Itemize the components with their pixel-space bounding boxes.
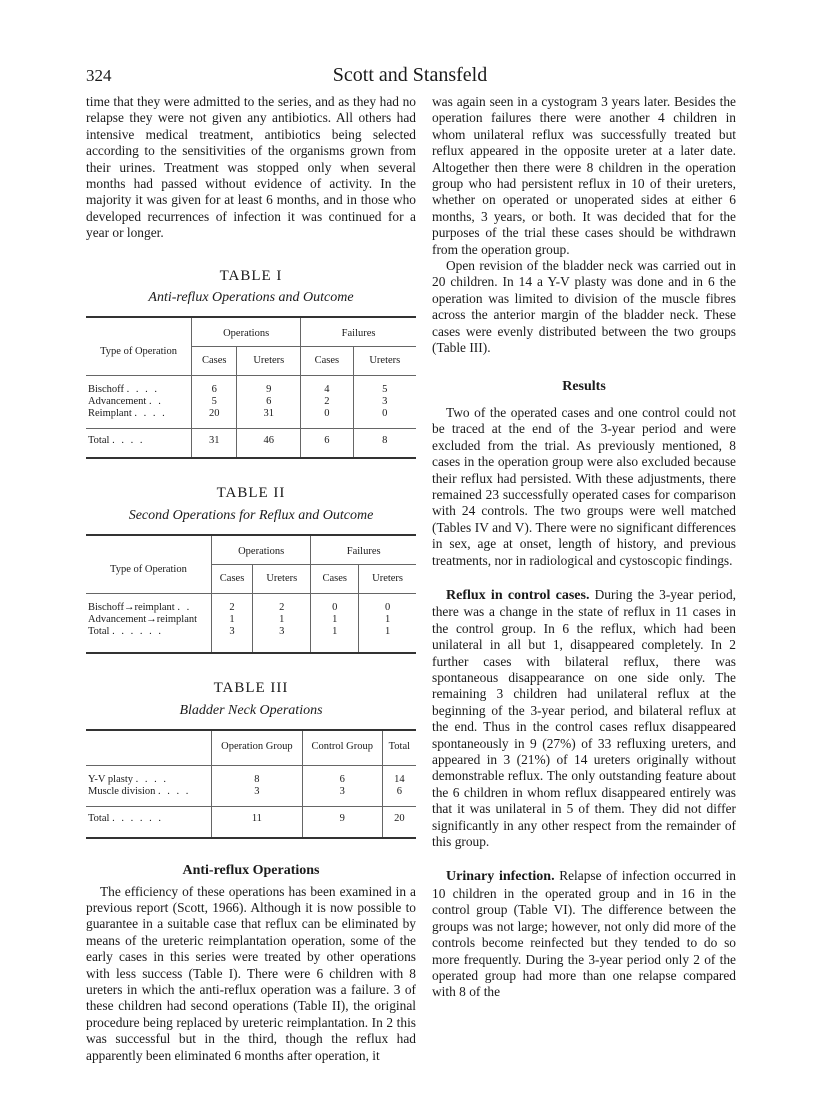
right-paragraph-2: Open revision of the bladder neck was carried out in 20 children. In 14 a Y-V plasty was done and in 6 the operation was limited to division of the muscle fibres across the anterior margin of the bladder neck. These cases were evenly distributed between the two groups (Table III). bbox=[432, 258, 736, 356]
table3-total-header: Total bbox=[382, 730, 416, 766]
table3-control-header: Control Group bbox=[302, 730, 382, 766]
intro-paragraph: time that they were admitted to the series, and as they had no relapse they were not given any antibiotics. All others had intensive medical treatment, antibiotics being selected according to the sensitivities of the organisms grown from their urines. Treatment was stopped only when several months had passed without evidence of activity. In the majority it was given for at least 6 months, and in those who developed recurrences of infection it was continued for a year or longer. bbox=[86, 94, 416, 241]
running-head: Scott and Stansfeld bbox=[332, 64, 488, 86]
table2-ureters-header: Ureters bbox=[253, 565, 311, 594]
row-label: Reimplant bbox=[88, 408, 132, 420]
table3 bbox=[86, 729, 416, 839]
page-number: 324 bbox=[86, 66, 112, 85]
table1-cases-header: Cases bbox=[192, 347, 237, 376]
row-label: Bischoff bbox=[88, 384, 124, 396]
table-total-row: Total . . . . . . 3 3 1 1 bbox=[86, 626, 416, 653]
table-row: Y-V plasty . . . . 8 6 14 bbox=[86, 766, 416, 787]
urinary-infection-paragraph bbox=[432, 868, 736, 1000]
row-label: Total bbox=[88, 626, 110, 638]
table1-cases-header: Cases bbox=[301, 347, 353, 376]
table2 bbox=[86, 534, 416, 654]
table1-failures-header: Failures bbox=[301, 317, 416, 347]
table-row: Bischoff→reimplant . . 2 2 0 0 bbox=[86, 594, 416, 615]
table1-ureters-header: Ureters bbox=[237, 347, 301, 376]
table1-caption: Anti-reflux Operations and Outcome bbox=[148, 290, 354, 306]
urinary-infection-text: Relapse of infection occurred in 10 children in the operated group and in 16 in the control group (Table VI). The difference between the groups was not large; however, not only did more of the controls become reinfected but they tended to do so more frequently. During the 3-year period only 2 of the operated group had more than one relapse compared with 8 of the bbox=[432, 868, 736, 1000]
table-row: Muscle division . . . . 3 3 6 bbox=[86, 786, 416, 807]
reflux-control-paragraph bbox=[432, 587, 736, 851]
row-label: Total bbox=[88, 435, 110, 447]
anti-reflux-heading: Anti-reflux Operations bbox=[182, 863, 320, 879]
table-total-row: Total . . . . . . 11 9 20 bbox=[86, 807, 416, 839]
reflux-control-text: During the 3-year period, there was a change in the state of reflux in 11 cases in the control group. In 6 the reflux, which had been unilateral in all but 1, disappeared completely. In 2 further cases with bilateral reflux, there was spontaneous disappearance on one side only. The remaining 3 children had unilateral reflux at the beginning of the 3-year period, and bilateral reflux at the end. Thus in the control cases reflux disappeared spontaneously in 9 (27%) of 33 refluxing ureters, and appeared in 3 (21%) of 14 ureters originally without demonstrable reflux. The only outstanding feature about the 6 children in whom reflux disappeared entirely was that it was unilateral in 5 of them. They did not differ significantly in any other respect from the remainder of this group. bbox=[432, 586, 736, 850]
left-column bbox=[86, 94, 416, 1064]
table2-operations-header: Operations bbox=[211, 535, 310, 565]
table-row: Reimplant . . . . 20 31 0 0 bbox=[86, 408, 416, 429]
table-row: Advancement . . 5 6 2 3 bbox=[86, 396, 416, 408]
table1-type-header: Type of Operation bbox=[100, 345, 177, 357]
results-paragraph: Two of the operated cases and one control could not be traced at the end of the 3-year period and were excluded from the trial. As previously mentioned, 8 cases in the operation group were also excluded because their reflux had persisted. With these adjustments, there remained 23 successfully operated cases for comparison with 24 controls. The two groups were well matched (Tables IV and V). There were no significant differences in sex, age at onset, length of history, and previous treatments, nor in radiological and cystoscopic findings. bbox=[432, 404, 736, 568]
table2-caption: Second Operations for Reflux and Outcome bbox=[128, 507, 374, 523]
table3-caption: Bladder Neck Operations bbox=[179, 702, 323, 718]
table2-type-header: Type of Operation bbox=[110, 563, 187, 575]
table2-cases-header: Cases bbox=[211, 565, 252, 594]
reflux-control-heading: Reflux in control cases. bbox=[446, 587, 590, 603]
table3-operation-header: Operation Group bbox=[211, 730, 302, 766]
row-label: Advancement→reimplant bbox=[88, 614, 198, 626]
table-row: Bischoff . . . . 6 9 4 5 bbox=[86, 376, 416, 397]
table1-ureters-header: Ureters bbox=[353, 347, 416, 376]
row-label: Total bbox=[88, 813, 110, 825]
row-label: Y-V plasty bbox=[88, 774, 134, 786]
results-heading: Results bbox=[562, 378, 606, 394]
right-paragraph-1: was again seen in a cystogram 3 years later. Besides the operation failures there were another 4 children in whom unilateral reflux was successfully treated but reflux appeared in the opposite ureter at a later date. Altogether then there were 8 children in the operation group who had persistent reflux in 10 of their ureters, whether on operated or unoperated sides at either 6 months, 3 years, or both. It was decided that for the purposes of the trial these cases should be withdrawn from the operation group. bbox=[432, 94, 736, 257]
table2-title: TABLE II bbox=[216, 485, 286, 502]
row-label: Muscle division bbox=[88, 786, 156, 798]
table1 bbox=[86, 316, 416, 459]
table2-ureters-header: Ureters bbox=[359, 565, 416, 594]
right-column bbox=[432, 94, 736, 1001]
table2-failures-header: Failures bbox=[311, 535, 416, 565]
row-label: Advancement bbox=[88, 396, 147, 408]
page-header bbox=[86, 66, 734, 92]
urinary-infection-heading: Urinary infection. bbox=[446, 869, 555, 885]
row-label: Bischoff→reimplant bbox=[88, 602, 175, 614]
table3-title: TABLE III bbox=[213, 680, 289, 697]
table-row: Advancement→reimplant 1 1 1 1 bbox=[86, 614, 416, 626]
anti-reflux-paragraph: The efficiency of these operations has been examined in a previous report (Scott, 1966). Although it is now possible to guarantee in a suitable case that reflux can be eliminated by means of the ureteric reimplantation operation, some of the early cases in this series were treated by other operations with less success (Table I). There were 6 children with 8 ureters in which the anti-reflux operation was a failure. 3 of these children had second operations (Table II), the original procedure being replaced by ureteric reimplantation. In 2 this was successful but in the third, though the reflux had apparently been eliminated 6 months after operation, it bbox=[86, 883, 416, 1063]
table2-cases-header: Cases bbox=[311, 565, 359, 594]
table1-operations-header: Operations bbox=[192, 317, 301, 347]
table1-title: TABLE I bbox=[219, 267, 283, 284]
table-total-row: Total . . . . 31 46 6 8 bbox=[86, 429, 416, 459]
